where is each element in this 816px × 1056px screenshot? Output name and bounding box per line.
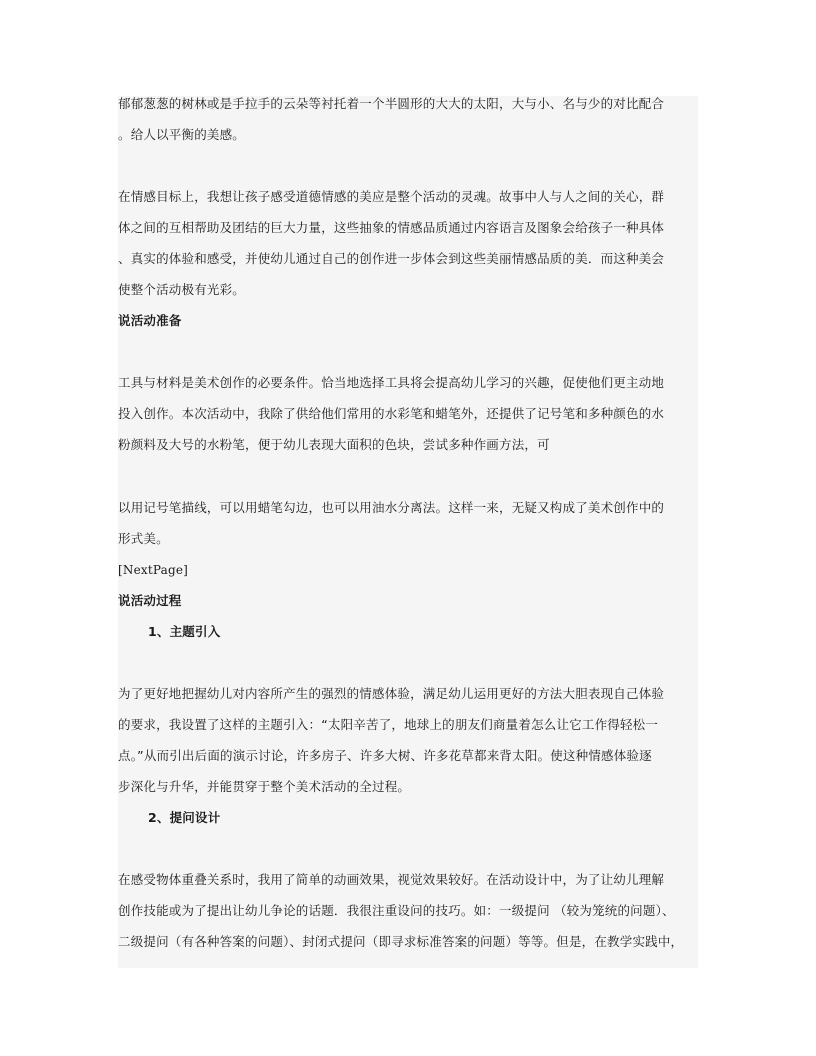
paragraph-line: 的要求，我设置了这样的主题引入：“太阳辛苦了，地球上的朋友们商量着怎么让它工作得轻松一 [118,717,659,732]
paragraph-line: 投入创作。本次活动中，我除了供给他们常用的水彩笔和蜡笔外，还提供了记号笔和多种颜色的水 [118,406,665,421]
paragraph-line: 点。”从而引出后面的演示讨论，许多房子、许多大树、许多花草都来背太阳。使这种情感体验逐 [118,748,652,763]
paragraph-line: 二级提问（有各种答案的问题）、封闭式提问（即寻求标准答案的问题）等等。但是，在教学实践中， [118,934,684,949]
page-break-marker: [NextPage] [118,563,189,577]
paragraph-line: 为了更好地把握幼儿对内容所产生的强烈的情感体验，满足幼儿运用更好的方法大胆表现自己体验 [118,686,665,701]
paragraph-line: 以用记号笔描线，可以用蜡笔勾边，也可以用油水分离法。这样一来，无疑又构成了美术创作中的 [118,500,665,515]
document-content [118,96,698,968]
paragraph-line: 在感受物体重叠关系时，我用了简单的动画效果，视觉效果较好。在活动设计中，为了让幼儿理解 [118,872,665,887]
section-heading: 说活动准备 [118,313,182,328]
paragraph-line: 形式美。 [118,531,169,546]
subsection-heading: 1、主题引入 [148,624,221,639]
paragraph-line: 工具与材料是美术创作的必要条件。恰当地选择工具将会提高幼儿学习的兴趣，促使他们更主动地 [118,375,665,390]
section-heading: 说活动过程 [118,593,182,608]
paragraph-line: 步深化与升华，并能贯穿于整个美术活动的全过程。 [118,779,411,794]
paragraph-line: 创作技能或为了提出让幼儿争论的话题．我很注重设问的技巧。如：一级提问 （较为笼统的问题）、 [118,903,675,918]
paragraph-line: 、真实的体验和感受，并使幼儿通过自己的创作进一步体会到这些美丽情感品质的美．而这种美会 [118,251,665,266]
paragraph-line: 。给人以平衡的美感。 [118,127,246,142]
paragraph-line: 体之间的互相帮助及团结的巨大力量，这些抽象的情感品质通过内容语言及图象会给孩子一种具体 [118,220,665,235]
subsection-heading: 2、提问设计 [148,810,221,825]
paragraph-line: 粉颜料及大号的水粉笔，便于幼儿表现大面积的色块，尝试多种作画方法，可 [118,437,550,452]
paragraph-line: 在情感目标上，我想让孩子感受道德情感的美应是整个活动的灵魂。故事中人与人之间的关心，群 [118,189,665,204]
paragraph-line: 使整个活动极有光彩。 [118,282,246,297]
paragraph-line: 郁郁葱葱的树林或是手拉手的云朵等衬托着一个半圆形的大大的太阳，大与小、名与少的对比配合 [118,96,665,111]
